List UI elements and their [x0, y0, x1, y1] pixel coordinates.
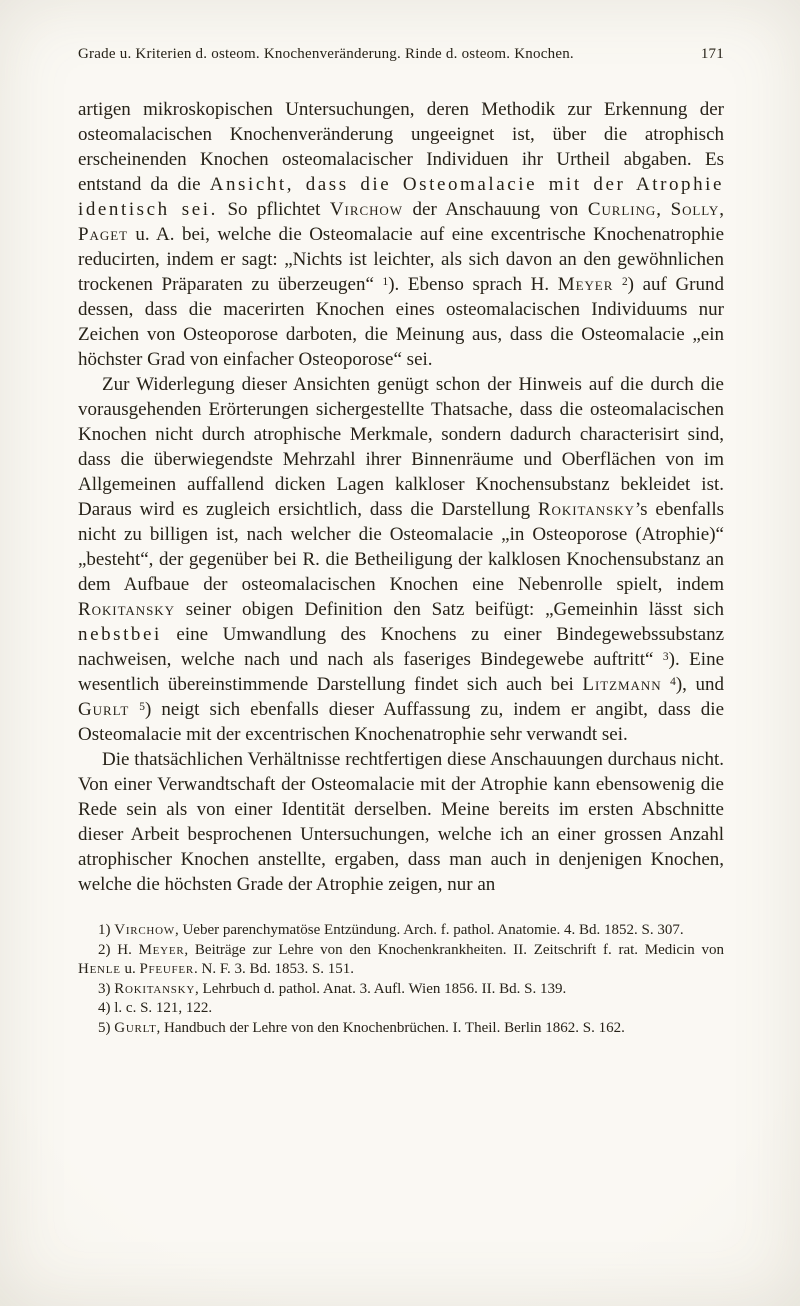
person-name: Virchow: [329, 199, 403, 220]
footnote-ref: 1: [382, 275, 389, 288]
running-head: [78, 46, 724, 63]
text-segment: artigen mikroskopischen Untersuchungen, deren Methodik zur Erkennung der osteomalacischen Knochenveränderung ungeeignet ist, über die atrophisch erscheinenden Knochen osteomalacischer Individuen ihr Urtheil abgaben. Es entstand da die: [78, 99, 724, 195]
text-segment: , Handbuch der Lehre von den Knochenbrüchen. I. Theil. Berlin 1862. S. 162.: [156, 1019, 625, 1036]
text-segment: ). Eine wesentlich übereinstimmende Darstellung findet sich auch bei: [78, 649, 725, 695]
footnotes-section: [78, 921, 724, 1038]
person-name: Rokitansky: [114, 980, 196, 997]
text-segment: 3): [98, 980, 115, 997]
footnote: [78, 980, 724, 1000]
person-name: Rokitansky: [78, 599, 175, 620]
footnote-ref: 3: [662, 650, 669, 663]
person-name: Meyer: [138, 941, 185, 958]
page-body: [78, 97, 724, 897]
text-segment: u.: [120, 961, 140, 977]
text-segment: ). Ebenso sprach H.: [388, 274, 558, 295]
text-segment: [129, 699, 139, 720]
person-name: Curling: [587, 199, 657, 220]
text-segment: ,: [656, 199, 671, 220]
text-segment: So pflichtet: [217, 199, 330, 220]
person-name: Litzmann: [582, 674, 662, 695]
footnote-ref: 5: [139, 700, 145, 713]
text-segment: ), und: [675, 674, 724, 695]
text-segment: 4) l. c. S. 121, 122.: [98, 1000, 213, 1016]
text-segment: eine Umwandlung des Knochens zu einer Bindegewebssubstanz nachweisen, welche nach und nach als faseriges Bindegewebe auftritt“: [78, 624, 724, 670]
text-segment: u. A. bei, welche die Osteomalacie auf eine excentrische Knochenatrophie reducirten, indem er sagt: „Nichts ist leichter, als sich davon an den gewöhnlichen trockenen Präparaten zu überzeugen“: [78, 224, 724, 295]
person-name: Meyer: [557, 274, 614, 295]
spaced-emphasis: nebstbei: [78, 624, 162, 645]
text-segment: , Lehrbuch d. pathol. Anat. 3. Aufl. Wien 1856. II. Bd. S. 139.: [195, 980, 567, 997]
footnote: [78, 941, 724, 980]
page-number: 171: [700, 46, 724, 62]
text-segment: ) auf Grund dessen, dass die macerirten Knochen eines osteomalacischen Individuums nur Zeichen von Osteoporose darboten, die Meinung aus, dass die Osteomalacie „ein höchster Grad von einfacher Osteoporose“ sei.: [78, 274, 724, 370]
text-segment: 2) H.: [98, 941, 139, 958]
person-name: Gurlt: [78, 699, 130, 720]
person-name: Virchow: [114, 922, 175, 938]
text-segment: [662, 674, 671, 695]
person-name: Henle: [78, 961, 121, 977]
person-name: Paget: [78, 224, 128, 245]
footnote-ref: 2: [621, 275, 628, 288]
text-segment: ) neigt sich ebenfalls dieser Auffassung zu, indem er angibt, dass die Osteomalacie mit der excentrischen Knochenatrophie sehr verwandt sei.: [78, 699, 724, 745]
text-segment: 1): [98, 922, 115, 938]
text-segment: , Beiträge zur Lehre von den Knochenkrankheiten. II. Zeitschrift f. rat. Medicin von: [184, 941, 725, 958]
text-segment: Die thatsächlichen Verhältnisse rechtfertigen diese Anschauungen durchaus nicht. Von einer Verwandtschaft der Osteomalacie mit der Atrophie kann ebensowenig die Rede sein als von einer Identität derselben. Meine bereits im ersten Abschnitte dieser Arbeit besprochenen Untersuchungen, welche ich an einer grossen Anzahl atrophischer Knochen anstellte, ergaben, dass man auch in denjenigen Knochen, welche die höchsten Grade der Atrophie zeigen, nur an: [78, 749, 724, 895]
footnote: [78, 999, 724, 1019]
text-segment: ,: [719, 199, 724, 220]
paragraph: [78, 372, 724, 747]
footnote: [78, 1019, 724, 1039]
text-segment: , Ueber parenchymatöse Entzündung. Arch. f. pathol. Anatomie. 4. Bd. 1852. S. 307.: [174, 922, 684, 938]
text-segment: [613, 274, 622, 295]
paragraph: [78, 747, 724, 897]
text-segment: . N. F. 3. Bd. 1853. S. 151.: [193, 961, 355, 977]
paragraph: [78, 97, 724, 372]
person-name: Rokitansky: [537, 499, 635, 520]
text-segment: der Anschauung von: [402, 199, 588, 220]
footnote-ref: 4: [670, 675, 676, 688]
text-segment: Zur Widerlegung dieser Ansichten genügt schon der Hinweis auf die durch die vorausgehenden Erörterungen sichergestellte Thatsache, dass die osteomalacischen Knochen nicht durch atrophische Merkmale, sondern dadurch characterisirt sind, dass die überwiegendste Mehrzahl ihrer Binnenräume und Oberflächen von im Allgemeinen auffallend dicken Lagen kalkloser Knochensubstanz bekleidet ist. Daraus wird es zugleich ersichtlich, dass die Darstellung: [78, 374, 724, 520]
person-name: Gurlt: [114, 1019, 157, 1036]
text-segment: 5): [98, 1019, 115, 1036]
person-name: Solly: [670, 199, 720, 220]
running-head-title: Grade u. Kriterien d. osteom. Knochenveränderung. Rinde d. osteom. Knochen.: [78, 46, 574, 62]
spaced-emphasis: Ansicht, dass die Osteomalacie mit der Atrophie identisch sei.: [78, 174, 724, 220]
person-name: Pfeufer: [139, 961, 194, 977]
text-segment: seiner obigen Definition den Satz beifügt: „Gemeinhin lässt sich: [174, 599, 724, 620]
text-segment: ’s ebenfalls nicht zu billigen ist, nach welcher die Osteomalacie „in Osteoporose (Atrophie)“ „besteht“, der gegenüber bei R. die Betheiligung der kalklosen Knochensubstanz an dem Aufbaue der osteomalacischen Knochen eine Nebenrolle spielt, indem: [78, 499, 724, 595]
footnote: [78, 921, 724, 941]
